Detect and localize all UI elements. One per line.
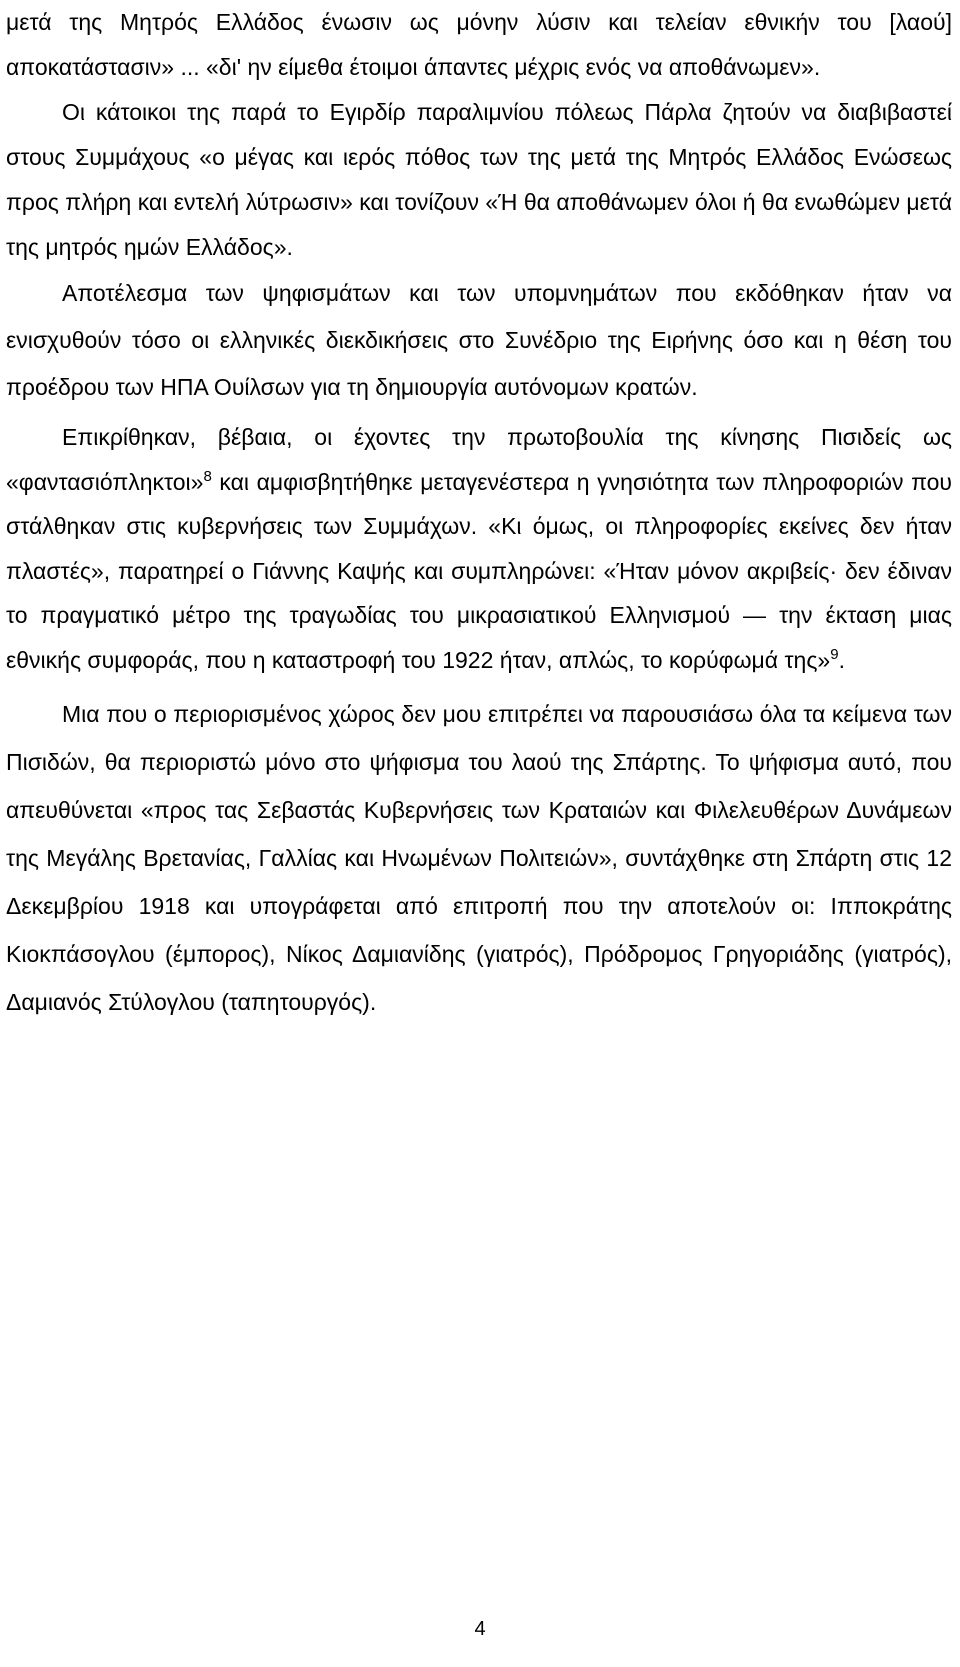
paragraph-continuation: μετά της Μητρός Ελλάδος ένωσιν ως μόνην λύσιν και τελείαν εθνικήν του [λαού] αποκατάστασιν» ... «δι' ην είμεθα έτοιμοι άπαντες μέχρις ενός να αποθάνωμεν». bbox=[6, 9, 952, 80]
paragraph-results: Αποτέλεσμα των ψηφισμάτων και των υπομνημάτων που εκδόθηκαν ήταν να ενισχυθούν τόσο οι ελληνικές διεκδικήσεις στο Συνέδριο της Ειρήνης όσο και η θέση του προέδρου των ΗΠΑ Ουίλσων για τη δημιουργία αυτόνομων κρατών. bbox=[6, 280, 952, 400]
document-body bbox=[6, 0, 952, 1026]
footnote-ref-8: 8 bbox=[203, 467, 212, 485]
criticism-text-end: . bbox=[838, 646, 845, 673]
criticism-text-middle: και αμφισβητήθηκε μεταγενέστερα η γνησιότητα των πληροφοριών που στάλθηκαν στις κυβερνήσεις των Συμμάχων. «Κι όμως, οι πληροφορίες εκείνες δεν ήταν πλαστές», παρατηρεί ο Γιάννης Καψής και συμπληρώνει: «Ήταν μόνον ακριβείς· δεν έδιναν το πραγματικό μέτρο της τραγωδίας του μικρασιατικού Ελληνισμού — την έκταση μιας εθνικής συμφοράς, που η καταστροφή του 1922 ήταν, απλώς, το κορύφωμά της» bbox=[6, 468, 952, 673]
paragraph-sparta: Μια που ο περιορισμένος χώρος δεν μου επιτρέπει να παρουσιάσω όλα τα κείμενα των Πισιδών, θα περιοριστώ μόνο στο ψήφισμα του λαού της Σπάρτης. Το ψήφισμα αυτό, που απευθύνεται «προς τας Σεβαστάς Κυβερνήσεις των Κραταιών και Φιλελευθέρων Δυνάμεων της Μεγάλης Βρετανίας, Γαλλίας και Ηνωμένων Πολιτειών», συντάχθηκε στη Σπάρτη στις 12 Δεκεμβρίου 1918 και υπογράφεται από επιτροπή που την αποτελούν οι: Ιπποκράτης Κιοκπάσογλου (έμπορος), Νίκος Δαμιανίδης (γιατρός), Πρόδρομος Γρηγοριάδης (γιατρός), Δαμιανός Στύλογλου (ταπητουργός). bbox=[6, 701, 952, 1015]
paragraph-parla: Οι κάτοικοι της παρά το Εγιρδίρ παραλιμνίου πόλεως Πάρλα ζητούν να διαβιβαστεί στους Συμμάχους «ο μέγας και ιερός πόθος των της μετά της Μητρός Ελλάδος Ενώσεως προς πλήρη και εντελή λύτρωσιν» και τονίζουν «Ή θα αποθάνωμεν όλοι ή θα ενωθώμεν μετά της μητρός ημών Ελλάδος». bbox=[6, 99, 952, 260]
page-number: 4 bbox=[474, 1618, 486, 1640]
footnote-ref-9: 9 bbox=[830, 645, 839, 663]
paragraph-criticism bbox=[6, 415, 952, 682]
criticism-text-start: Επικρίθηκαν, βέβαια, οι έχοντες την πρωτοβουλία της κίνησης Πισιδείς ως «φαντασιόπληκτοι» bbox=[6, 424, 952, 495]
